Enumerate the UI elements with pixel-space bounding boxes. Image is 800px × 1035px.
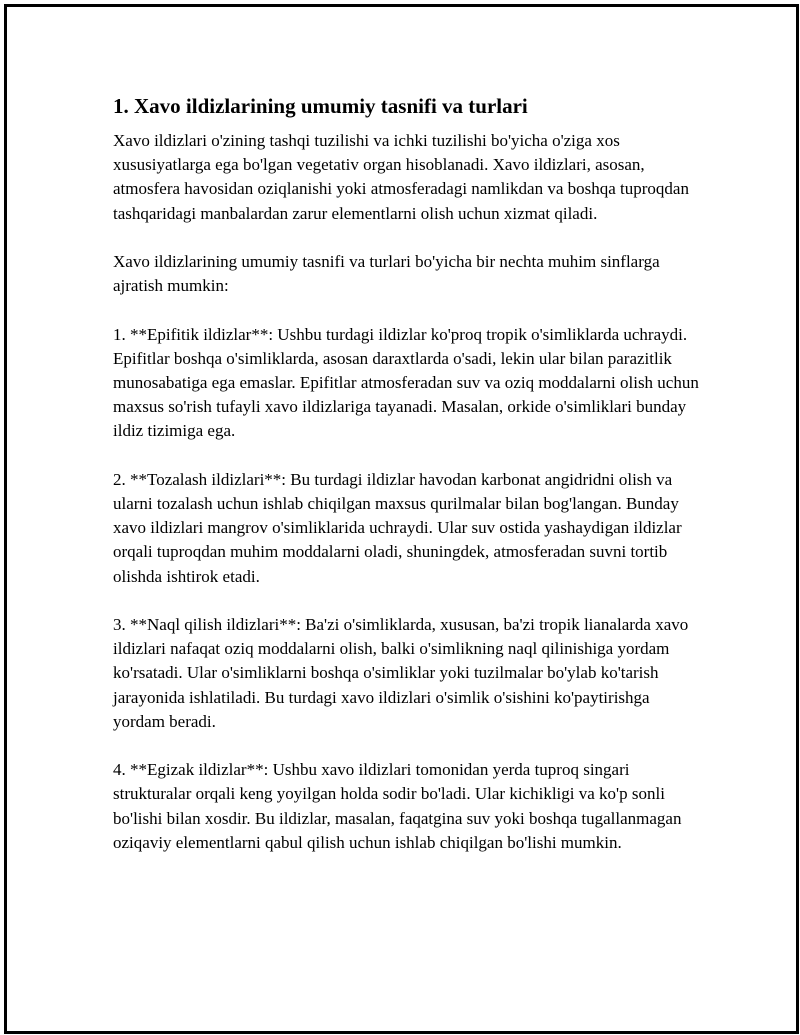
document-body [113,93,703,879]
list-item-epiphytic-roots: 1. **Epifitik ildizlar**: Ushbu turdagi ildizlar ko'proq tropik o'simliklarda uchraydi. Epifitlar boshqa o'simliklarda, asosan daraxtlarda o'sadi, lekin ular bilan parazitlik munosabatiga ega emaslar. Epifitlar atmosferadan suv va oziq moddalarni olish uchun maxsus so'rish tufayli xavo ildizlariga tayanadi. Masalan, orkide o'simliklari bunday ildiz tizimiga ega. [113,324,699,441]
section-heading: 1. Xavo ildizlarining umumiy tasnifi va turlari [113,94,528,118]
paragraph-intro: Xavo ildizlari o'zining tashqi tuzilishi va ichki tuzilishi bo'yicha o'ziga xos xususiyatlarga ega bo'lgan vegetativ organ hisoblanadi. Xavo ildizlari, asosan, atmosfera havosidan oziqlanishi yoki atmosferadagi namlikdan va boshqa tuproqdan tashqaridagi manbalardan zarur elementlarni olish uchun xizmat qiladi. [113,131,689,223]
paragraph-classification-lead: Xavo ildizlarining umumiy tasnifi va turlari bo'yicha bir nechta muhim sinflarga ajratish mumkin: [113,252,660,296]
list-item-twin-roots: 4. **Egizak ildizlar**: Ushbu xavo ildizlari tomonidan yerda tuproq singari strukturalar orqali keng yoyilgan holda sodir bo'ladi. Ular kichikligi va ko'p sonli bo'lishi bilan xosdir. Bu ildizlar, masalan, faqatgina suv yoki boshqa tugallanmagan oziqaviy elementlarni qabul qilish uchun ishlab chiqilgan bo'lishi mumkin. [113,760,682,852]
list-item-transport-roots: 3. **Naql qilish ildizlari**: Ba'zi o'simliklarda, xususan, ba'zi tropik lianalarda xavo ildizlari nafaqat oziq moddalarni olish, balki o'simlikning naql qilinishiga yordam ko'rsatadi. Ular o'simliklarni boshqa o'simliklar yoki tuzilmalar bo'ylab ko'tarish jarayonida ishlatiladi. Bu turdagi xavo ildizlari o'simlik o'sishini ko'paytirishga yordam beradi. [113,615,689,731]
list-item-cleaning-roots: 2. **Tozalash ildizlari**: Bu turdagi ildizlar havodan karbonat angidridni olish va ularni tozalash uchun ishlab chiqilgan maxsus qurilmalar bilan bog'langan. Bunday xavo ildizlari mangrov o'simliklarida uchraydi. Ular suv ostida yashaydigan ildizlar orqali tuproqdan muhim moddalarni oladi, shuningdek, atmosferadan suvni tortib olishda ishtirok etadi. [113,469,682,586]
